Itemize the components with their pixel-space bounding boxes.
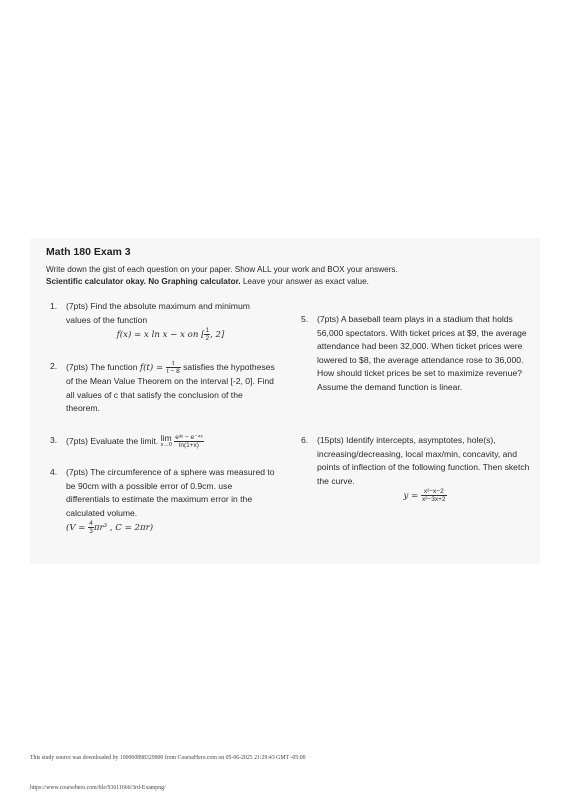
- instructions-line1: Write down the gist of each question on your paper. Show ALL your work and BOX your answers.: [46, 265, 398, 274]
- question-3: 3. (7pts) Evaluate the limit. lim x→0 $\frac{\text{e³ˣ − e⁻⁴ˣ}}{\ln(1+x)}$: [50, 432, 203, 449]
- instructions-line2: [46, 276, 536, 288]
- exam-title: Math 180 Exam 3: [46, 246, 131, 258]
- source-url[interactable]: https://www.coursehero.com/file/93611666/3rd-Exampng/: [30, 785, 166, 791]
- exam-panel: [30, 238, 540, 564]
- instructions-rest: Leave your answer as exact value.: [240, 277, 369, 286]
- fraction: $\frac{4}{3}$: [89, 520, 93, 535]
- fraction: $\frac{\text{x²−x−2}}{\text{x²−3x+2}}$: [422, 488, 446, 503]
- question-formula: (V = $\frac{4}{3}$ πr³ , C = 2πr): [66, 520, 154, 535]
- question-text: (7pts) A baseball team plays in a stadium that holds 56,000 spectators. With ticket prices at $9, the average attendance had been 32,000. When ticket prices were lowered to $8, the average attendance rose to 36,000. How should ticket prices be set to maximize revenue? Assume the demand function is linear.: [317, 314, 527, 392]
- question-number: 6.: [301, 435, 309, 445]
- question-number: 3.: [50, 435, 58, 445]
- limit-operator: lim x→0: [160, 432, 172, 448]
- question-number: 5.: [301, 314, 309, 324]
- question-text: (15pts) Identify intercepts, asymptotes, hole(s), increasing/decreasing, local max/min, concavity, and points of inflection of the following function. Then sketch the curve.: [317, 435, 530, 486]
- fraction: $\frac{1}{2}$: [205, 327, 210, 342]
- question-number: 4.: [50, 467, 58, 477]
- download-note: This study source was downloaded by 100000898329900 from CourseHero.com on 05-06-2025 21:29:43 GMT -05:00: [30, 755, 306, 761]
- question-1: [50, 300, 275, 342]
- question-text: (7pts) Find the absolute maximum and minimum values of the function: [66, 301, 250, 325]
- question-number: 1.: [50, 301, 58, 311]
- question-formula: y = $\frac{\text{x²−x−2}}{\text{x²−3x+2}}$: [403, 488, 446, 503]
- question-number: 2.: [50, 361, 58, 371]
- fraction: $\frac{t}{t - 8}$: [166, 360, 180, 375]
- question-formula: f(x) = x ln x − x on [ $\frac{1}{2}$ , 2]: [116, 327, 225, 342]
- question-2: 2. (7pts) The function f(t) = $\frac{t}{t - 8}$ satisfies the hypotheses of the Mean Value Theorem on the interval [-2, 0]. Find all values of c that satisfy the conclusion of the theorem.: [50, 360, 275, 414]
- question-5: [301, 313, 533, 394]
- question-6: [301, 434, 533, 503]
- fraction: $\frac{\text{e³ˣ − e⁻⁴ˣ}}{\ln(1+x)}$: [175, 434, 203, 449]
- instructions-bold: Scientific calculator okay. No Graphing calculator.: [46, 277, 241, 286]
- question-4: [50, 466, 275, 535]
- instructions: [46, 264, 536, 288]
- question-text: (7pts) The circumference of a sphere was measured to be 90cm with a possible error of 0.9cm. use differentials to estimate the maximum error in the calculated volume.: [66, 467, 275, 518]
